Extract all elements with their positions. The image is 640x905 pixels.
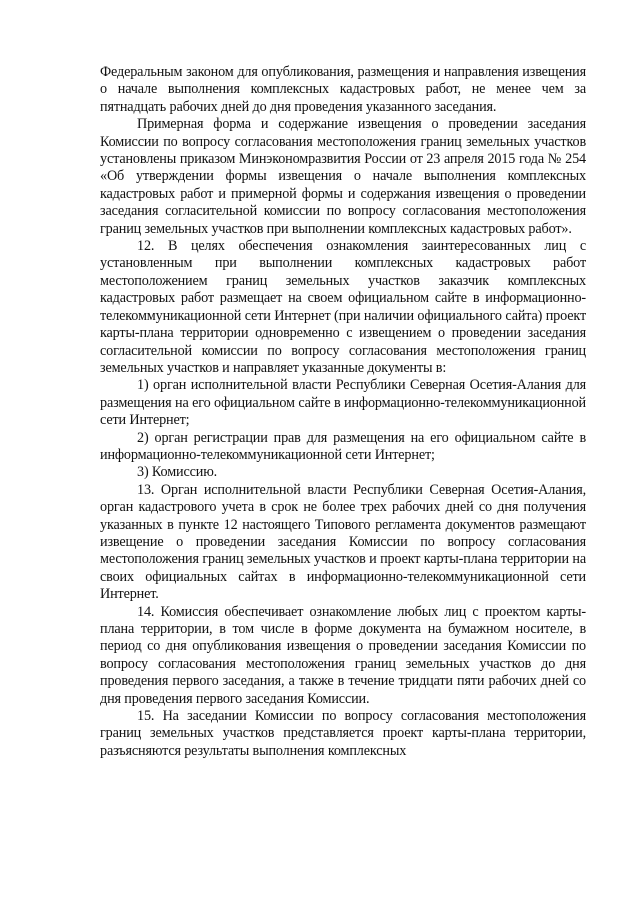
paragraph-item-15: 15. На заседании Комиссии по вопросу согласования местоположения границ земельных участков представляется проект карты-плана территории, разъясняются результаты выполнения комплексных bbox=[100, 708, 586, 759]
paragraph-notice-form: Примерная форма и содержание извещения о проведении заседания Комиссии по вопросу согласования местоположения границ земельных участков установлены приказом Минэкономразвития России от 23 апреля 2015 года № 254 «Об утверждении формы извещения о начале выполнения комплексных кадастровых работ и примерной формы и содержания извещения о проведении заседания согласительной комиссии по вопросу согласования местоположения границ земельных участков при выполнении комплексных кадастровых работ». bbox=[100, 116, 586, 237]
paragraph-1-continuation: Федеральным законом для опубликования, размещения и направления извещения о начале выполнения комплексных кадастровых работ, не менее чем за пятнадцать рабочих дней до дня проведения указанного заседания. bbox=[100, 64, 586, 115]
list-item-3: 3) Комиссию. bbox=[137, 464, 218, 481]
paragraph-item-12: 12. В целях обеспечения ознакомления заинтересованных лиц с установленным при выполнении комплексных кадастровых работ местоположением границ земельных участков заказчик комплексных кадастровых работ размещает на своем официальном сайте в информационно-телекоммуникационной сети Интернет (при наличии официального сайта) проект карты-плана территории одновременно с извещением о проведении заседания согласительной комиссии по вопросу согласования местоположения границ земельных участков и направляет указанные документы в: bbox=[100, 238, 586, 376]
document-page bbox=[100, 64, 586, 760]
list-item-2: 2) орган регистрации прав для размещения на его официальном сайте в информационно-телекоммуникационной сети Интернет; bbox=[100, 429, 586, 463]
paragraph-item-13: 13. Орган исполнительной власти Республики Северная Осетия-Алания, орган кадастрового учета в срок не более трех рабочих дней со дня получения указанных в пункте 12 настоящего Типового регламента документов размещают извещение о проведении заседания Комиссии по вопросу согласования местоположения границ земельных участков и проект карты-плана территории на своих официальных сайтах в информационно-телекоммуникационной сети Интернет. bbox=[100, 481, 586, 603]
paragraph-item-14: 14. Комиссия обеспечивает ознакомление любых лиц с проектом карты-плана территории, в том числе в форме документа на бумажном носителе, в период со дня опубликования извещения о проведении заседания Комиссии по вопросу согласования местоположения границ земельных участков до дня проведения первого заседания, а также в течение тридцати пяти рабочих дней со дня проведения первого заседания Комиссии. bbox=[100, 603, 586, 707]
list-item-1: 1) орган исполнительной власти Республики Северная Осетия-Алания для размещения на его официальном сайте в информационно-телекоммуникационной сети Интернет; bbox=[100, 377, 586, 429]
